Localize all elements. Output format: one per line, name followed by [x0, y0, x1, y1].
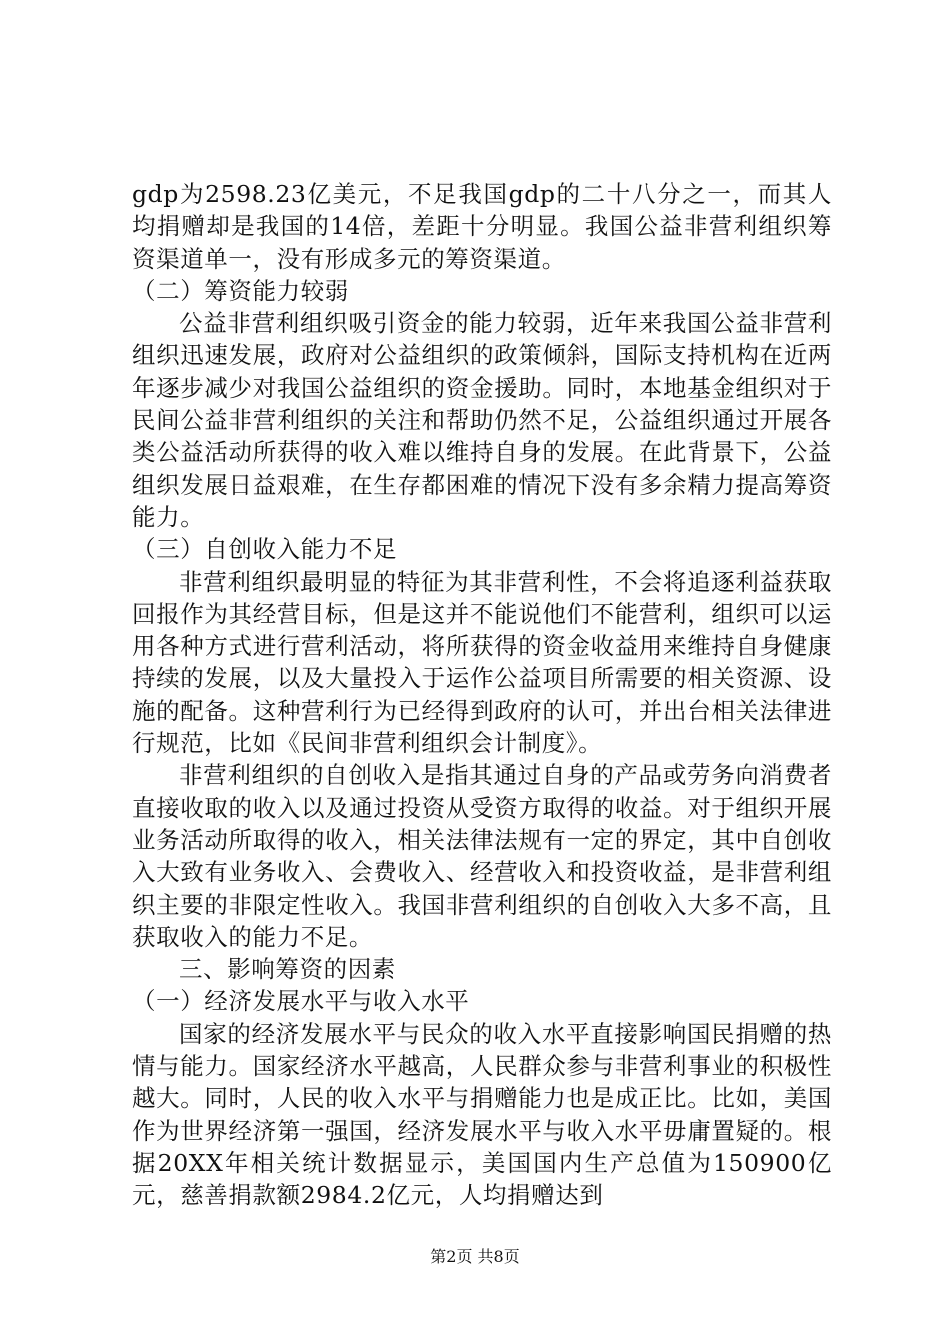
paragraph-continuation: gdp为2598.23亿美元，不足我国gdp的二十八分之一，而其人均捐赠却是我国的14倍，差距十分明显。我国公益非营利组织筹资渠道单一，没有形成多元的筹资渠道。 [132, 180, 832, 273]
subheading-self-generated-income: （三）自创收入能力不足 [132, 535, 398, 564]
page-number-footer: 第2页 共8页 [430, 1247, 520, 1266]
paragraph-economic-level: 国家的经济发展水平与民众的收入水平直接影响国民捐赠的热情与能力。国家经济水平越高，人民群众参与非营利事业的积极性越大。同时，人民的收入水平与捐赠能力也是成正比。比如，美国作为世界经济第一强国，经济发展水平与收入水平毋庸置疑的。根据20XX年相关统计数据显示，美国国内生产总值为150900亿元，慈善捐款额2984.2亿元，人均捐赠达到 [132, 1019, 832, 1210]
subheading-economic-level: （一）经济发展水平与收入水平 [132, 987, 470, 1016]
subheading-fundraising-ability: （二）筹资能力较弱 [132, 276, 349, 305]
heading-influencing-factors: 三、影响筹资的因素 [179, 955, 396, 984]
document-body [132, 178, 832, 1212]
paragraph-self-generated-income: 非营利组织的自创收入是指其通过自身的产品或劳务向消费者直接收取的收入以及通过投资从受资方取得的收益。对于组织开展业务活动所取得的收入，相关法律法规有一定的界定，其中自创收入大致有业务收入、会费收入、经营收入和投资收益，是非营利组织主要的非限定性收入。我国非营利组织的自创收入大多不高，且获取收入的能力不足。 [132, 761, 832, 951]
paragraph-nonprofit-characteristics: 非营利组织最明显的特征为其非营利性，不会将追逐利益获取回报作为其经营目标，但是这并不能说他们不能营利，组织可以运用各种方式进行营利活动，将所获得的资金收益用来维持自身健康持续的发展，以及大量投入于运作公益项目所需要的相关资源、设施的配备。这种营利行为已经得到政府的认可，并出台相关法律进行规范，比如《民间非营利组织会计制度》。 [132, 567, 832, 758]
paragraph-fundraising-ability: 公益非营利组织吸引资金的能力较弱，近年来我国公益非营利组织迅速发展，政府对公益组织的政策倾斜，国际支持机构在近两年逐步减少对我国公益组织的资金援助。同时，本地基金组织对于民间公益非营利组织的关注和帮助仍然不足，公益组织通过开展各类公益活动所获得的收入难以维持自身的发展。在此背景下，公益组织发展日益艰难，在生存都困难的情况下没有多余精力提高筹资能力。 [132, 309, 832, 531]
